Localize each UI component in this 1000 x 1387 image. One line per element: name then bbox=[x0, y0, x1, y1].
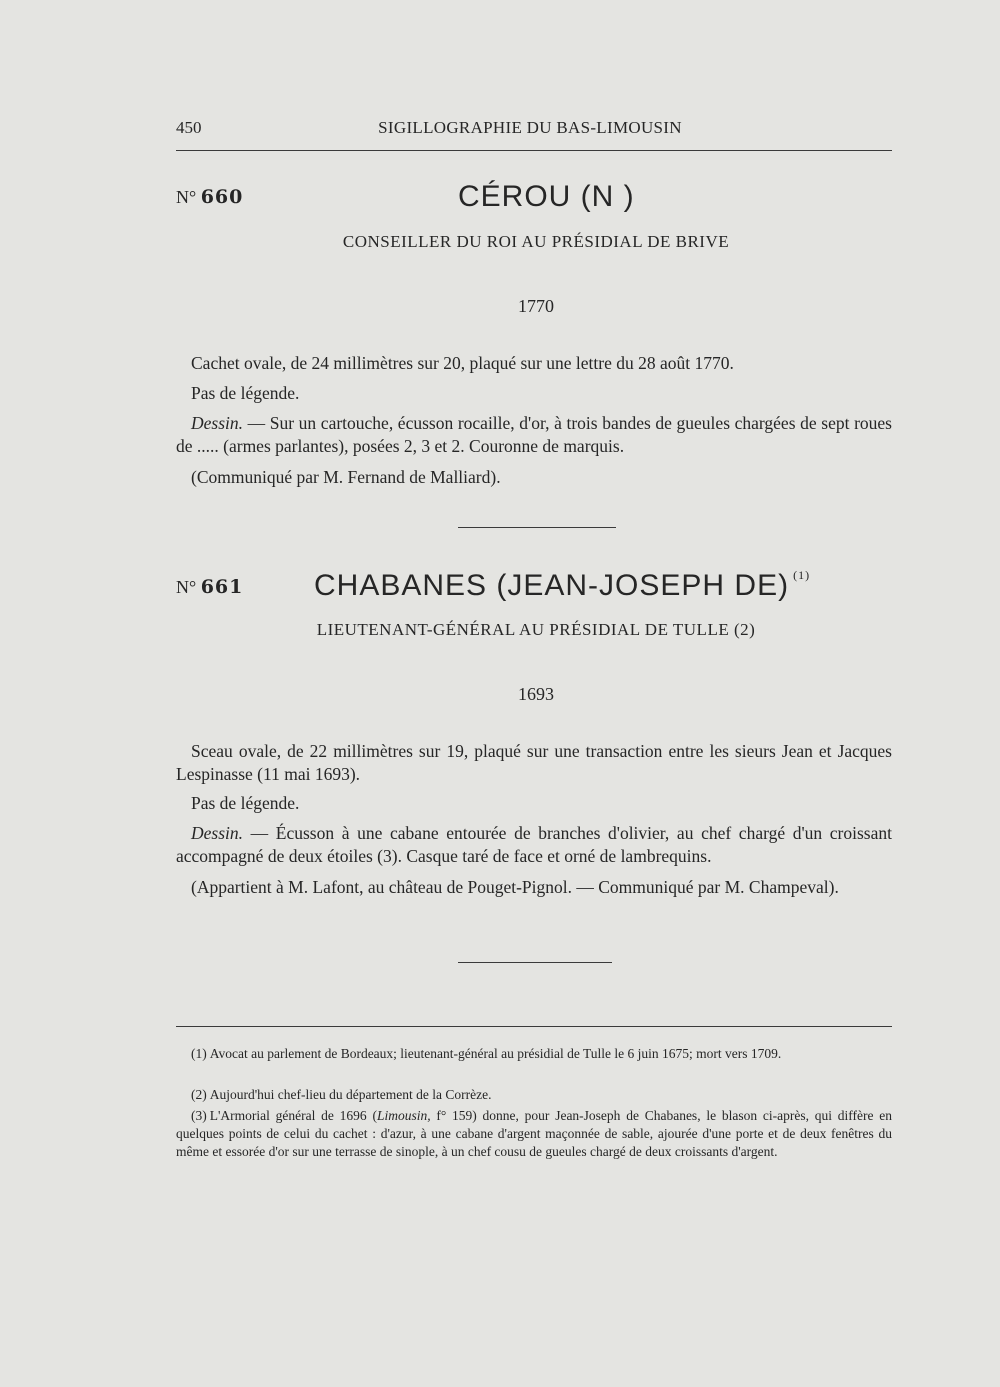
footnote-number: (1) bbox=[191, 1046, 207, 1061]
footnote-text: Avocat au parlement de Bordeaux; lieutenant-général au présidial de Tulle le 6 juin 1675; mort vers 1709. bbox=[209, 1046, 782, 1061]
seal-description: Sceau ovale, de 22 millimètres sur 19, plaqué sur une transaction entre les sieurs Jean et Jacques Lespinasse (11 mai 1693). bbox=[176, 741, 892, 784]
drawing-description bbox=[176, 412, 892, 458]
provenance-note: (Appartient à M. Lafont, au château de Pouget-Pignol. — Communiqué par M. Champeval). bbox=[191, 877, 839, 897]
footnote-number: (2) bbox=[191, 1087, 207, 1102]
footnote-number: (3) bbox=[191, 1108, 207, 1123]
entry-year: 1770 bbox=[518, 296, 554, 316]
drawing-label: Dessin. bbox=[191, 413, 244, 433]
entry-title bbox=[314, 568, 810, 603]
footnote-ref: (1) bbox=[793, 568, 811, 582]
drawing-text: — Écusson à une cabane entourée de branches d'olivier, au chef chargé d'un croissant accompagné de deux étoiles (3). Casque taré de face et orné de lambrequins. bbox=[176, 823, 892, 866]
entry-subtitle: LIEUTENANT-GÉNÉRAL AU PRÉSIDIAL DE TULLE (2) bbox=[316, 620, 756, 639]
entry-number-value: 661 bbox=[200, 576, 244, 598]
legend-note: Pas de légende. bbox=[191, 383, 300, 403]
footnote-italic: Limousin, bbox=[376, 1108, 431, 1123]
entry-number-prefix: N° bbox=[176, 187, 197, 207]
entry-title bbox=[458, 180, 635, 214]
footnote bbox=[176, 1045, 892, 1063]
footnote-text: f° 159) donne, pour Jean-Joseph de Chabanes, le blason ci-après, qui diffère en quelques points de celui du cachet : d'azur, à une cabane d'argent maçonnée de sable, ajourée d'une porte et de deux fenêtres du même et essorée d'or sur une terrasse de sinople, à un chef cousu de gueules chargé de deux croissants d'argent. bbox=[176, 1108, 892, 1159]
page-number: 450 bbox=[176, 118, 202, 137]
entry-number bbox=[176, 576, 243, 598]
entry-subtitle: CONSEILLER DU ROI AU PRÉSIDIAL DE BRIVE bbox=[342, 232, 730, 251]
header-rule bbox=[176, 150, 892, 151]
entry-number-prefix: N° bbox=[176, 577, 197, 597]
drawing-description bbox=[176, 822, 892, 868]
footnote-rule bbox=[176, 1026, 892, 1027]
footnote bbox=[176, 1107, 892, 1161]
section-separator bbox=[458, 962, 612, 963]
entry-name: CÉROU (N ) bbox=[458, 180, 635, 213]
footnote bbox=[176, 1086, 892, 1104]
drawing-text: — Sur un cartouche, écusson rocaille, d'or, à trois bandes de gueules chargées de sept roues de ..... (armes parlantes), posées 2, 3 et 2. Couronne de marquis. bbox=[176, 413, 892, 456]
entry-name: CHABANES (JEAN-JOSEPH DE) bbox=[314, 569, 790, 602]
footnote-text-pre: L'Armorial général de 1696 ( bbox=[209, 1108, 377, 1123]
drawing-label: Dessin. bbox=[191, 823, 244, 843]
provenance-note: (Communiqué par M. Fernand de Malliard). bbox=[191, 467, 501, 487]
entry-number-value: 660 bbox=[200, 186, 244, 208]
seal-description: Cachet ovale, de 24 millimètres sur 20, plaqué sur une lettre du 28 août 1770. bbox=[191, 353, 734, 373]
entry-year: 1693 bbox=[518, 684, 554, 704]
entry-number bbox=[176, 186, 243, 208]
legend-note: Pas de légende. bbox=[191, 793, 300, 813]
section-separator bbox=[458, 527, 616, 528]
footnote-text: Aujourd'hui chef-lieu du département de la Corrèze. bbox=[209, 1087, 492, 1102]
running-title: SIGILLOGRAPHIE DU BAS-LIMOUSIN bbox=[378, 118, 682, 137]
